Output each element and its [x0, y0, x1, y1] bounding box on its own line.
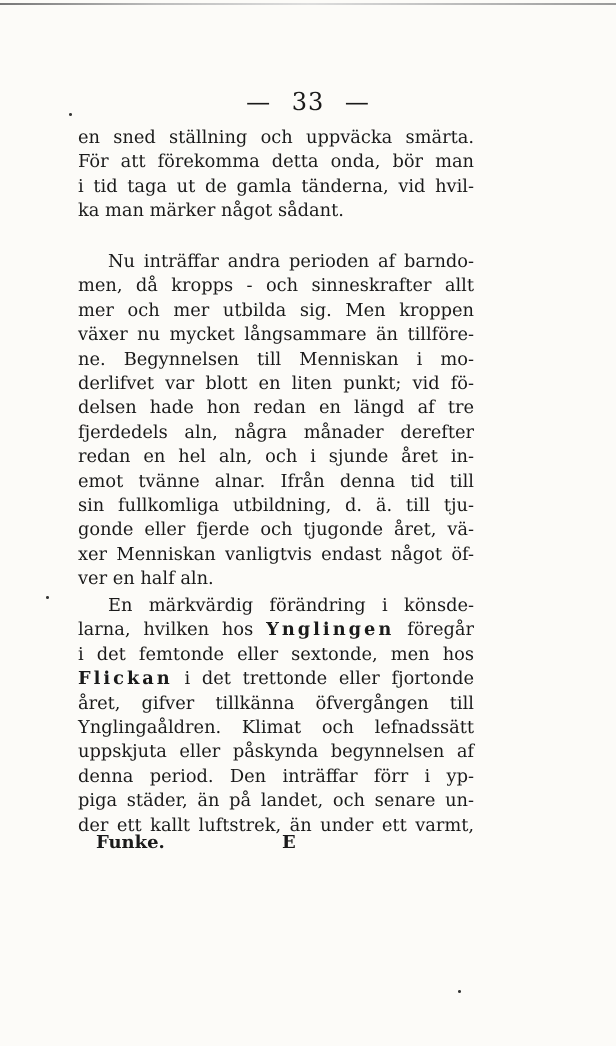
paragraph-3 — [78, 594, 474, 838]
text-line: derlifvet var blott en liten punkt; vid fö- — [78, 373, 474, 395]
header-dash-left: — — [246, 88, 272, 116]
page-number: 33 — [291, 88, 325, 116]
text-line: ne. Begynnelsen till Menniskan i mo- — [78, 348, 474, 370]
header-dash-right: — — [344, 88, 370, 116]
page-footer — [96, 832, 456, 853]
paragraph-2 — [78, 250, 474, 592]
print-speck — [458, 990, 461, 993]
text-line — [78, 618, 474, 642]
text-line: För att förekomma detta onda, bör man — [78, 151, 474, 173]
text-line: i det femtonde eller sextonde, men hos — [78, 643, 474, 665]
print-speck — [69, 113, 72, 116]
text-line: xer Menniskan vanligtvis endast något öf- — [78, 543, 474, 565]
text-line: der ett kallt luftstrek, än under ett varmt, — [78, 814, 474, 836]
text-line: ver en half aln. — [78, 568, 214, 590]
text-line — [78, 667, 474, 691]
text-line: piga städer, än på landet, och senare un- — [78, 790, 474, 812]
text-line: mer och mer utbilda sig. Men kroppen — [78, 299, 474, 321]
text-line: sin fullkomliga utbildning, d. ä. till tju- — [78, 495, 474, 517]
top-border-rule — [0, 3, 616, 5]
catchword: Funke. — [96, 832, 165, 853]
text-line: gonde eller fjerde och tjugonde året, vä- — [78, 519, 474, 541]
page-header — [0, 88, 616, 116]
text-line: i tid taga ut de gamla tänderna, vid hvil- — [78, 175, 474, 197]
text-line: En märkvärdig förändring i könsde- — [108, 595, 474, 616]
text-line: ka man märker något sådant. — [78, 200, 344, 222]
text-line: redan en hel aln, och i sjunde året in- — [78, 446, 474, 468]
text-line: denna period. Den inträffar förr i yp- — [78, 765, 474, 787]
text-line: växer nu mycket långsammare än tillföre- — [78, 324, 474, 346]
text-line: Ynglingaåldren. Klimat och lefnadssätt — [78, 717, 474, 739]
text-line: men, då kropps - och sinneskrafter allt — [78, 275, 474, 297]
text-line: delsen hade hon redan en längd af tre — [78, 397, 474, 419]
print-speck — [46, 596, 49, 599]
text-fragment: föregår — [407, 619, 474, 641]
text-line: en sned ställning och uppväcka smärta. — [78, 127, 474, 148]
text-line: uppskjuta eller påskynda begynnelsen af — [78, 741, 474, 763]
text-line: emot tvänne alnar. Ifrån denna tid till — [78, 470, 474, 492]
signature-mark: E — [282, 832, 296, 853]
emphasized-name-flickan: Flickan — [78, 668, 173, 690]
paragraph-1 — [78, 126, 474, 224]
text-line: Nu inträffar andra perioden af barndo- — [108, 251, 474, 272]
text-line: året, gifver tillkänna öfvergången till — [78, 692, 474, 714]
text-fragment: larna, hvilken hos — [78, 619, 254, 641]
text-fragment: i det trettonde eller fjortonde — [184, 668, 474, 690]
text-line: fjerdedels aln, några månader derefter — [78, 421, 474, 443]
emphasized-name-ynglingen: Ynglingen — [266, 619, 395, 641]
